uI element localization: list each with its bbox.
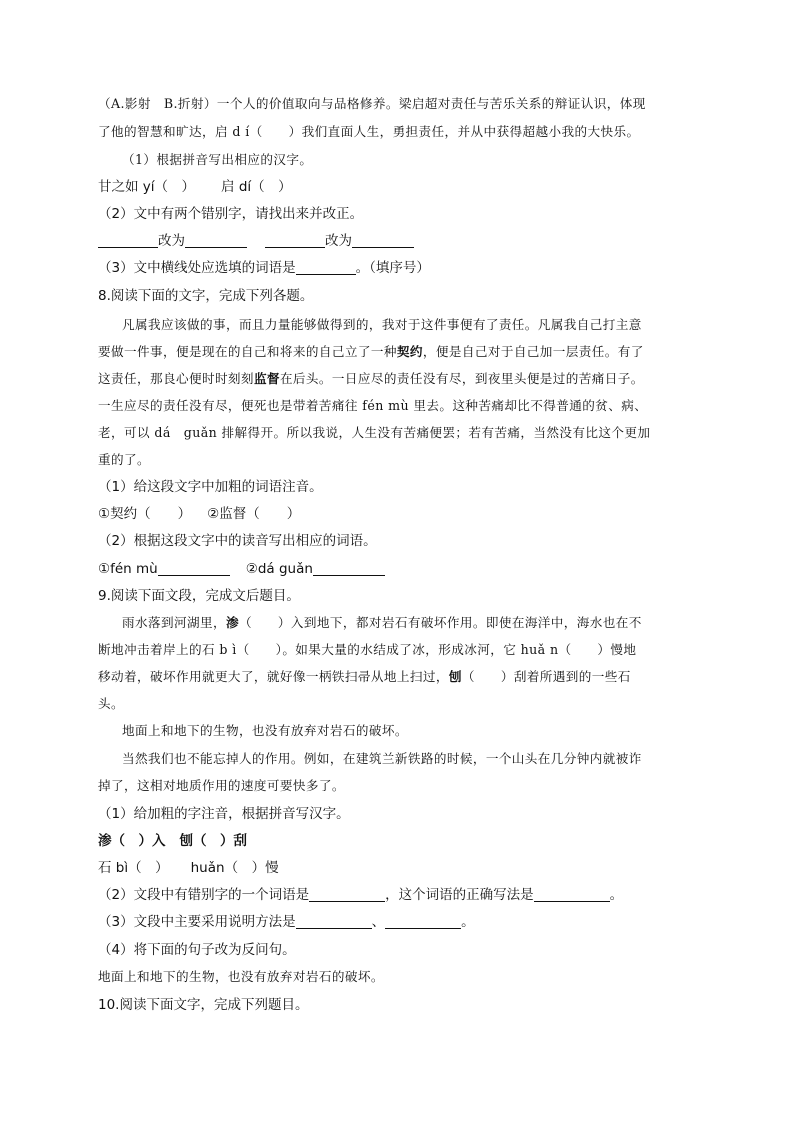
passage-line: 重的了。 — [98, 452, 150, 467]
answer-blank[interactable] — [385, 914, 461, 929]
answer-blank[interactable] — [309, 887, 385, 902]
question-text: （3）文段中主要采用说明方法是 — [98, 914, 296, 930]
passage-line: 断地冲击着岸上的石 b ì（ ）。如果大量的水结成了冰，形成冰河，它 huǎ n（ ）慢地 — [98, 642, 637, 657]
question-heading: 9.阅读下面文段，完成文后题目。 — [98, 588, 300, 604]
question-line: （4）将下面的句子改为反问句。 — [98, 942, 296, 958]
answer-item: ①fén mù — [98, 561, 158, 577]
question-text: 。 — [609, 887, 624, 903]
passage-line: 了他的智慧和旷达，启 d í（ ）我们直面人生，勇担责任，并从中获得超越小我的大快乐。 — [98, 124, 640, 139]
question-line — [98, 259, 430, 277]
passage-line: 掉了，这相对地质作用的速度可要快多了。 — [98, 778, 345, 793]
passage-line: 一生应尽的责任没有尽，便死也是带着苦痛往 fén mù 里去。这种苦痛却比不得普通的贫、病、 — [98, 398, 648, 413]
answer-blank[interactable] — [296, 914, 372, 929]
change-label: 改为 — [325, 233, 352, 249]
passage-line — [98, 370, 644, 388]
answer-blank[interactable] — [158, 561, 230, 576]
passage-line: 头。 — [98, 696, 124, 711]
pinyin-item: 甘之如 yí（ ） — [98, 179, 196, 195]
answer-blank[interactable] — [265, 233, 325, 248]
passage-text: ，便是自己对于自己加一层责任。有了 — [422, 344, 644, 359]
answer-line — [98, 505, 300, 523]
answer-line — [98, 178, 292, 196]
passage-text: 雨水落到河湖里， — [122, 615, 226, 630]
question-line: （1）根据拼音写出相应的汉字。 — [122, 152, 313, 167]
answer-item: ①契约（ ） — [98, 506, 192, 522]
answer-blank[interactable] — [352, 233, 414, 248]
question-line — [98, 913, 475, 931]
question-text: 。 — [461, 914, 475, 930]
question-line: （1）给加粗的字注音，根据拼音写汉字。 — [98, 806, 350, 822]
passage-line: （A.影射 B.折射）一个人的价值取向与品格修养。梁启超对责任与苦乐关系的辩证认识，体现 — [98, 96, 646, 111]
answer-item: ②监督（ ） — [207, 506, 301, 522]
passage-text: 要做一件事，便是现在的自己和将来的自己立了一种 — [98, 344, 397, 359]
sentence-line: 地面上和地下的生物，也没有放弃对岩石的破坏。 — [98, 969, 384, 984]
answer-blank[interactable] — [313, 561, 385, 576]
bold-word: 监督 — [253, 371, 280, 386]
answer-line — [98, 232, 414, 250]
answer-item: 刨（ ）刮 — [179, 833, 247, 849]
answer-line — [98, 859, 279, 877]
question-text: （2）文段中有错别字的一个词语是 — [98, 887, 310, 903]
passage-line — [98, 343, 644, 361]
question-heading: 8.阅读下面的文字，完成下列各题。 — [98, 288, 314, 304]
answer-item: 石 bì（ ） — [98, 860, 169, 876]
answer-item: ②dá guǎn — [245, 561, 313, 577]
answer-line — [98, 560, 385, 578]
question-text: ，这个词语的正确写法是 — [385, 887, 534, 903]
passage-line: 地面上和地下的生物，也没有放弃对岩石的破坏。 — [122, 723, 408, 738]
change-label: 改为 — [158, 233, 185, 249]
passage-line: 老，可以 dá guǎn 排解得开。所以我说，人生没有苦痛便罢；若有苦痛，当然没有比这个更加 — [98, 425, 651, 440]
question-line: （2）根据这段文字中的读音写出相应的词语。 — [98, 533, 377, 549]
passage-text: 在后头。一日应尽的责任没有尽，到夜里头便是过的苦痛日子。 — [279, 371, 644, 386]
question-text: 。（填序号） — [355, 260, 430, 276]
answer-blank[interactable] — [534, 887, 610, 902]
bold-word: 渗 — [225, 615, 239, 630]
passage-line: 当然我们也不能忘掉人的作用。例如，在建筑兰新铁路的时候，一个山头在几分钟内就被诈 — [122, 751, 642, 766]
answer-blank[interactable] — [296, 260, 356, 275]
passage-text: （ ）入到地下，都对岩石有破坏作用。即使在海洋中，海水也在不 — [238, 615, 642, 630]
question-text: 、 — [371, 914, 386, 930]
passage-line — [98, 668, 631, 686]
passage-text: 移动着，破坏作用就更大了，就好像一柄铁扫帚从地上扫过， — [98, 669, 449, 684]
passage-text: （ ）刮着所遇到的一些石 — [461, 669, 631, 684]
pinyin-item: 启 dí（ ） — [221, 179, 292, 195]
answer-item: 渗（ ）入 — [98, 833, 166, 849]
answer-blank[interactable] — [185, 233, 247, 248]
question-line: （2）文中有两个错别字，请找出来并改正。 — [98, 206, 364, 222]
answer-blank[interactable] — [98, 233, 158, 248]
passage-text: 这责任，那良心便时时刻刻 — [98, 371, 254, 386]
bold-word: 契约 — [396, 344, 423, 359]
passage-line: 凡属我应该做的事，而且力量能够做得到的，我对于这件事便有了责任。凡属我自己打主意 — [122, 317, 642, 332]
passage-line — [122, 614, 642, 632]
bold-word: 刨 — [448, 669, 462, 684]
question-heading: 10.阅读下面文字，完成下列题目。 — [98, 997, 309, 1013]
question-line: （1）给这段文字中加粗的词语注音。 — [98, 479, 323, 495]
answer-item: huǎn（ ）慢 — [190, 860, 279, 876]
question-text: （3）文中横线处应选填的词语是 — [98, 260, 296, 276]
question-line — [98, 886, 623, 904]
answer-line — [98, 832, 247, 850]
